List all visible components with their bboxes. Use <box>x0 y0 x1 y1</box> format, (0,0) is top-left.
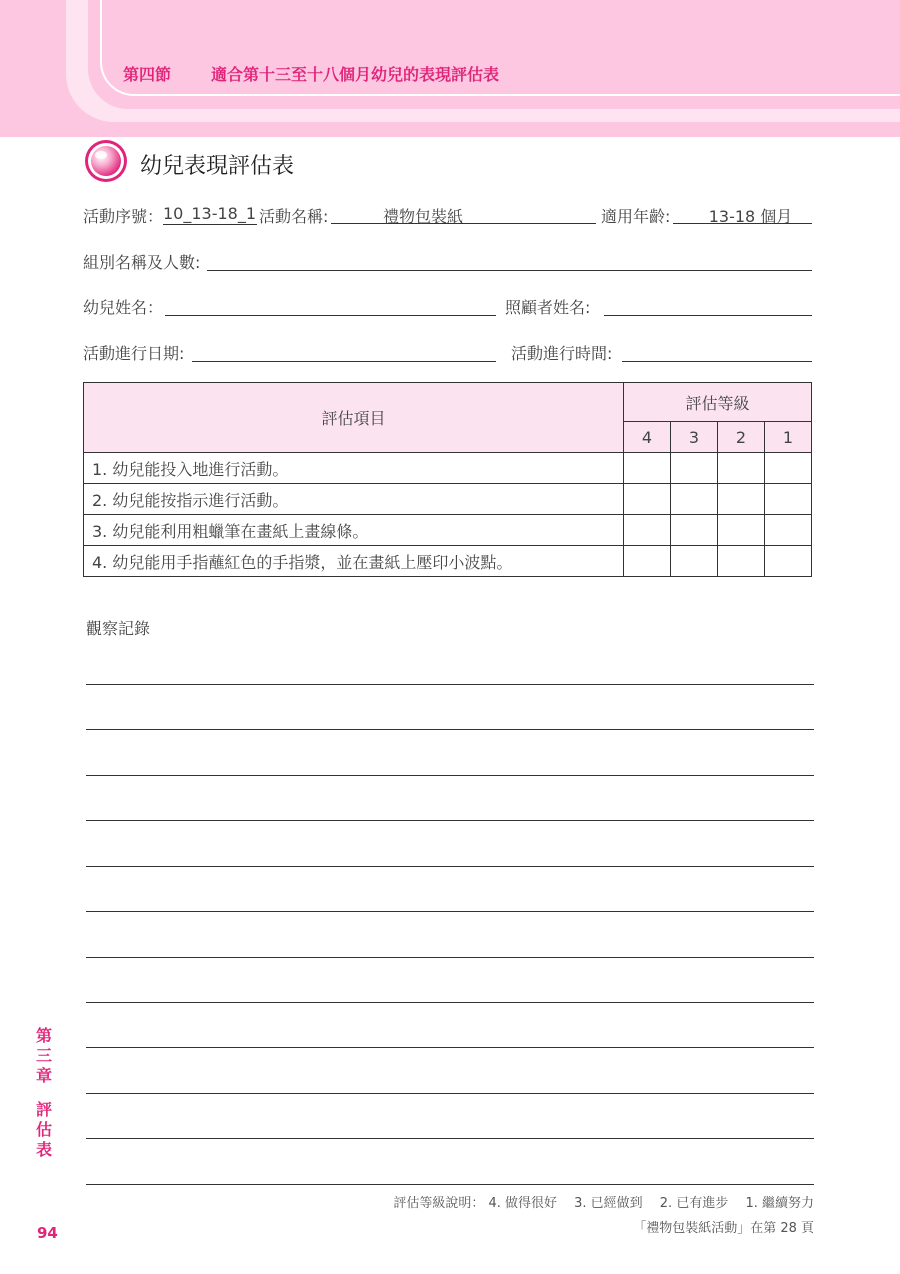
page-reference: 「禮物包裝紙活動」在第 28 頁 <box>633 1221 814 1236</box>
grade-level-3: 3 <box>671 422 718 453</box>
grade-cell[interactable] <box>765 484 812 515</box>
time-field[interactable] <box>622 341 812 362</box>
observation-line[interactable] <box>86 729 814 730</box>
observation-line[interactable] <box>86 775 814 776</box>
item-text: 2. 幼兒能按指示進行活動。 <box>84 484 624 515</box>
table-row <box>84 546 812 577</box>
grade-header: 評估等級 <box>624 383 812 422</box>
observation-title: 觀察記錄 <box>86 619 151 638</box>
topic-char: 估 <box>35 1120 52 1139</box>
observation-line[interactable] <box>86 1184 814 1185</box>
item-text: 4. 幼兒能用手指蘸紅色的手指漿，並在畫紙上壓印小波點。 <box>84 546 624 577</box>
group-label: 組別名稱及人數: <box>83 253 201 272</box>
activity-no-label: 活動序號： <box>83 207 164 226</box>
time-label: 活動進行時間: <box>511 344 613 363</box>
observation-line[interactable] <box>86 820 814 821</box>
topic-char: 表 <box>35 1140 52 1159</box>
observation-line[interactable] <box>86 866 814 867</box>
grade-cell[interactable] <box>624 515 671 546</box>
age-label: 適用年齡: <box>601 207 671 226</box>
grade-cell[interactable] <box>624 546 671 577</box>
date-label: 活動進行日期: <box>83 344 185 363</box>
page-number: 94 <box>37 1224 58 1242</box>
grade-cell[interactable] <box>624 484 671 515</box>
observation-line[interactable] <box>86 1002 814 1003</box>
group-field[interactable] <box>207 250 812 271</box>
grade-cell[interactable] <box>765 546 812 577</box>
activity-name-label: 活動名稱: <box>259 207 329 226</box>
grade-cell[interactable] <box>718 515 765 546</box>
item-text: 3. 幼兒能利用粗蠟筆在畫紙上畫線條。 <box>84 515 624 546</box>
grade-cell[interactable] <box>671 453 718 484</box>
grade-cell[interactable] <box>765 515 812 546</box>
grade-level-4: 4 <box>624 422 671 453</box>
observation-line[interactable] <box>86 1093 814 1094</box>
date-field[interactable] <box>192 341 496 362</box>
chapter-char: 第 <box>35 1026 52 1045</box>
section-title: 適合第十三至十八個月幼兒的表現評估表 <box>211 65 500 84</box>
chapter-char: 三 <box>35 1046 52 1065</box>
child-name-label: 幼兒姓名： <box>83 298 164 317</box>
form-title: 幼兒表現評估表 <box>140 154 295 179</box>
grade-legend: 評估等級說明： 4. 做得很好 3. 已經做到 2. 已有進步 1. 繼續努力 <box>393 1196 814 1211</box>
table-row <box>84 453 812 484</box>
topic-char: 評 <box>35 1100 52 1119</box>
grade-cell[interactable] <box>671 515 718 546</box>
grade-cell[interactable] <box>718 546 765 577</box>
activity-name-field[interactable]: 禮物包裝紙 <box>331 204 596 224</box>
pink-circle-icon <box>84 139 128 183</box>
observation-line[interactable] <box>86 911 814 912</box>
observation-line[interactable] <box>86 684 814 685</box>
table-row <box>84 515 812 546</box>
grade-level-1: 1 <box>765 422 812 453</box>
observation-line[interactable] <box>86 1138 814 1139</box>
carer-name-field[interactable] <box>604 295 812 316</box>
grade-cell[interactable] <box>765 453 812 484</box>
chapter-char: 章 <box>35 1066 52 1085</box>
activity-no-field[interactable]: 10_13-18_1 <box>163 204 257 223</box>
observation-line[interactable] <box>86 957 814 958</box>
age-field[interactable]: 13-18 個月 <box>673 204 812 224</box>
observation-line[interactable] <box>86 1047 814 1048</box>
table-row <box>84 484 812 515</box>
child-name-field[interactable] <box>165 295 496 316</box>
grade-cell[interactable] <box>671 484 718 515</box>
section-number: 第四節 <box>123 65 172 84</box>
grade-level-2: 2 <box>718 422 765 453</box>
grade-cell[interactable] <box>718 484 765 515</box>
evaluation-table <box>83 382 812 577</box>
carer-name-label: 照顧者姓名: <box>505 298 591 317</box>
grade-cell[interactable] <box>718 453 765 484</box>
item-text: 1. 幼兒能投入地進行活動。 <box>84 453 624 484</box>
side-chapter-label <box>34 1026 54 1160</box>
grade-cell[interactable] <box>671 546 718 577</box>
grade-cell[interactable] <box>624 453 671 484</box>
item-header: 評估項目 <box>84 383 624 453</box>
